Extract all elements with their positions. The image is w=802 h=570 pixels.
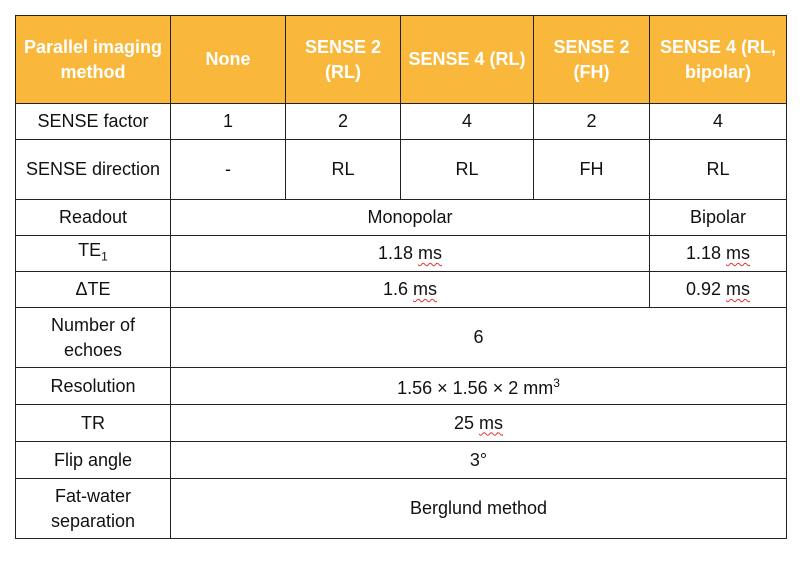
header-row xyxy=(16,16,787,104)
table-cell-te1-bipolar xyxy=(650,236,787,272)
header-sense4-rl: SENSE 4 (RL) xyxy=(401,16,534,104)
table-cell: RL xyxy=(650,140,787,200)
table-row-number-of-echoes xyxy=(16,308,787,368)
table-cell-te1-monopolar xyxy=(171,236,650,272)
table-row-readout xyxy=(16,200,787,236)
table-cell: FH xyxy=(534,140,650,200)
table-row-delta-te xyxy=(16,272,787,308)
table-cell-monopolar: Monopolar xyxy=(171,200,650,236)
table-cell-bipolar: Bipolar xyxy=(650,200,787,236)
row-label: TR xyxy=(16,405,171,442)
delta-te-mono-unit: ms xyxy=(413,279,438,299)
row-label: Flip angle xyxy=(16,442,171,479)
table-cell-delta-te-monopolar xyxy=(171,272,650,308)
row-label xyxy=(16,236,171,272)
row-label: SENSE factor xyxy=(16,104,171,140)
table-cell: RL xyxy=(286,140,401,200)
resolution-value: 1.56 × 1.56 × 2 mm xyxy=(397,378,554,398)
table-row-sense-direction xyxy=(16,140,787,200)
parameters-table xyxy=(15,15,787,539)
table-cell: RL xyxy=(401,140,534,200)
te-label: TE xyxy=(78,239,102,260)
table-cell-tr xyxy=(171,405,787,442)
table-cell: 4 xyxy=(650,104,787,140)
table-cell-fat-water-separation: Berglund method xyxy=(171,479,787,539)
table-cell-flip-angle: 3° xyxy=(171,442,787,479)
row-label: Resolution xyxy=(16,368,171,405)
tr-unit: ms xyxy=(479,412,504,433)
header-sense2-rl: SENSE 2 (RL) xyxy=(286,16,401,104)
table-cell: 2 xyxy=(286,104,401,140)
header-none: None xyxy=(171,16,286,104)
header-parallel-imaging-method: Parallel imaging method xyxy=(16,16,171,104)
table-row-fat-water-separation xyxy=(16,479,787,539)
table-row-resolution xyxy=(16,368,787,405)
row-label: ΔTE xyxy=(16,272,171,308)
te1-mono-value: 1.18 xyxy=(377,243,414,263)
te-subscript: 1 xyxy=(101,249,108,264)
row-label: Number of echoes xyxy=(16,308,171,368)
table-row-tr xyxy=(16,405,787,442)
delta-te-bi-unit: ms xyxy=(726,279,751,299)
table-cell-resolution xyxy=(171,368,787,405)
row-label: Fat-water separation xyxy=(16,479,171,539)
delta-te-bi-value: 0.92 xyxy=(685,279,722,299)
table-cell-echoes: 6 xyxy=(171,308,787,368)
table-cell: 1 xyxy=(171,104,286,140)
header-sense2-fh: SENSE 2 (FH) xyxy=(534,16,650,104)
row-label: Readout xyxy=(16,200,171,236)
resolution-superscript: 3 xyxy=(553,376,560,390)
te1-bi-value: 1.18 xyxy=(685,243,722,263)
te1-mono-unit: ms xyxy=(418,243,443,263)
table-cell-delta-te-bipolar xyxy=(650,272,787,308)
header-sense4-rl-bipolar: SENSE 4 (RL, bipolar) xyxy=(650,16,787,104)
table-cell: 4 xyxy=(401,104,534,140)
te1-bi-unit: ms xyxy=(726,243,751,263)
delta-te-mono-value: 1.6 xyxy=(382,279,408,299)
table-row-sense-factor xyxy=(16,104,787,140)
table-row-te1 xyxy=(16,236,787,272)
row-label: SENSE direction xyxy=(16,140,171,200)
tr-value: 25 xyxy=(453,412,474,433)
table-cell: - xyxy=(171,140,286,200)
table-cell: 2 xyxy=(534,104,650,140)
table-row-flip-angle xyxy=(16,442,787,479)
